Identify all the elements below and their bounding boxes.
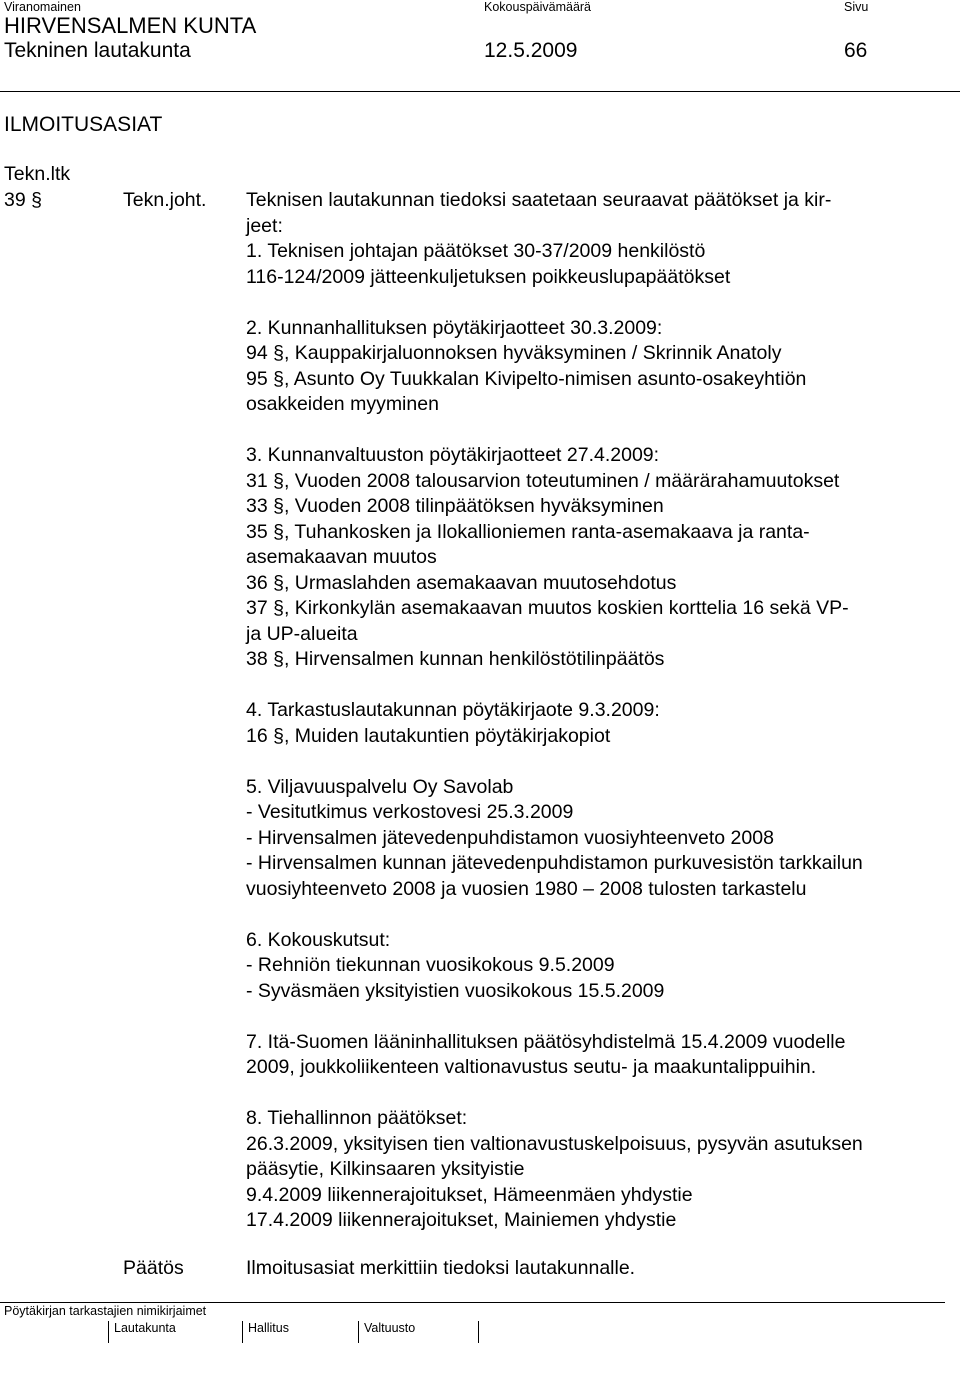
section-heading: ILMOITUSASIAT [4, 113, 163, 136]
header-col1-label: Viranomainen [4, 0, 81, 14]
footer-divider [0, 1302, 945, 1303]
footer-separator [358, 1321, 359, 1343]
intro-line: jeet: [246, 214, 283, 237]
item4-line: 16 §, Muiden lautakuntien pöytäkirjakopiot [246, 724, 611, 747]
reference-number: 39 § [4, 189, 42, 211]
item5-line: - Hirvensalmen kunnan jätevedenpuhdistamon purkuvesistön tarkkailun [246, 852, 863, 874]
reference-person: Tekn.joht. [123, 189, 207, 211]
item8-line: 17.4.2009 liikennerajoitukset, Mainiemen yhdystie [246, 1209, 677, 1231]
header-col3-label: Sivu [844, 0, 869, 14]
header-col2-label: Kokouspäivämäärä [484, 0, 592, 14]
item4-line: 4. Tarkastuslautakunnan pöytäkirjaote 9.3.2009: [246, 699, 660, 721]
item3-line: 38 §, Hirvensalmen kunnan henkilöstötilinpäätös [246, 648, 665, 670]
item2-line: 2. Kunnanhallituksen pöytäkirjaotteet 30.3.2009: [246, 316, 663, 339]
header-divider [0, 91, 960, 92]
item3-line: 3. Kunnanvaltuuston pöytäkirjaotteet 27.4.2009: [246, 444, 660, 466]
item6-line: - Syväsmäen yksityistien vuosikokous 15.5.2009 [246, 979, 665, 1002]
item5-line: - Vesitutkimus verkostovesi 25.3.2009 [246, 801, 574, 823]
item2-line: 95 §, Asunto Oy Tuukkalan Kivipelto-nimisen asunto-osakeyhtiön [246, 367, 807, 390]
item3-line: 37 §, Kirkonkylän asemakaavan muutos koskien korttelia 16 sekä VP- [246, 597, 849, 619]
footer-col-lautakunta: Lautakunta [114, 1321, 176, 1335]
item2-line: 94 §, Kauppakirjaluonnoksen hyväksyminen / Skrinnik Anatoly [246, 342, 782, 364]
footer-separator [108, 1321, 109, 1343]
footer-separator [478, 1321, 479, 1343]
item8-line: 9.4.2009 liikennerajoitukset, Hämeenmäen yhdystie [246, 1183, 693, 1206]
intro-line: Teknisen lautakunnan tiedoksi saatetaan seuraavat päätökset ja kir- [246, 189, 832, 211]
item8-line: 26.3.2009, yksityisen tien valtionavustuskelpoisuus, pysyvän asutuksen [246, 1132, 863, 1155]
item8-line: pääsytie, Kilkinsaaren yksityistie [246, 1158, 525, 1180]
item2-line: osakkeiden myyminen [246, 393, 439, 415]
item1-line: 116-124/2009 jätteenkuljetuksen poikkeuslupapäätökset [246, 265, 731, 288]
item3-line: 31 §, Vuoden 2008 talousarvion toteutuminen / määrärahamuutokset [246, 469, 840, 492]
item5-line: vuosiyhteenveto 2008 ja vuosien 1980 – 2008 tulosten tarkastelu [246, 877, 807, 900]
item5-line: 5. Viljavuuspalvelu Oy Savolab [246, 775, 514, 798]
item7-line: 2009, joukkoliikenteen valtionavustus seutu- ja maakuntalippuihin. [246, 1056, 817, 1078]
item7-line: 7. Itä-Suomen lääninhallituksen päätösyhdistelmä 15.4.2009 vuodelle [246, 1030, 846, 1053]
item3-line: asemakaavan muutos [246, 546, 437, 568]
footer-title: Pöytäkirjan tarkastajien nimikirjaimet [4, 1304, 207, 1318]
notice-list [246, 188, 863, 1234]
item6-line: 6. Kokouskutsut: [246, 928, 391, 951]
footer-col-valtuusto: Valtuusto [364, 1321, 416, 1335]
meeting-date: 12.5.2009 [484, 39, 578, 62]
item8-line: 8. Tiehallinnon päätökset: [246, 1107, 468, 1129]
authority-name: Tekninen lautakunta [4, 39, 191, 62]
item3-line: 36 §, Urmaslahden asemakaavan muutosehdotus [246, 571, 677, 594]
footer-separator [242, 1321, 243, 1343]
decision-label: Päätös [123, 1257, 184, 1279]
item6-line: - Rehniön tiekunnan vuosikokous 9.5.2009 [246, 954, 615, 976]
item1-line: 1. Teknisen johtajan päätökset 30-37/2009 henkilöstö [246, 240, 706, 262]
municipality-name: HIRVENSALMEN KUNTA [4, 13, 257, 38]
item3-line: 35 §, Tuhankosken ja Ilokallioniemen ranta-asemakaava ja ranta- [246, 520, 810, 543]
footer-col-hallitus: Hallitus [248, 1321, 289, 1335]
item3-line: ja UP-alueita [246, 622, 358, 645]
reference-org: Tekn.ltk [4, 163, 71, 185]
item3-line: 33 §, Vuoden 2008 tilinpäätöksen hyväksyminen [246, 495, 664, 517]
page-number: 66 [844, 39, 868, 62]
item5-line: - Hirvensalmen jätevedenpuhdistamon vuosiyhteenveto 2008 [246, 826, 774, 849]
decision-text: Ilmoitusasiat merkittiin tiedoksi lautakunnalle. [246, 1257, 636, 1279]
